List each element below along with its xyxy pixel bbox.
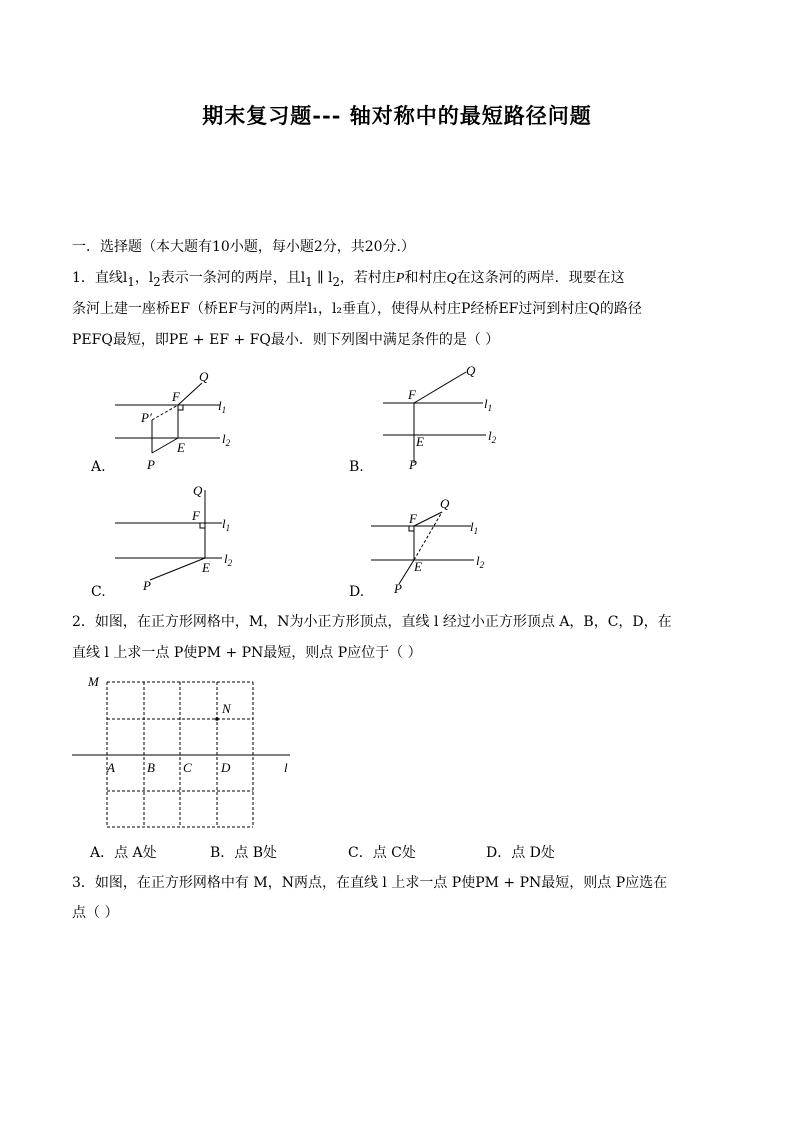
label-p: P (409, 457, 417, 472)
q3-line-2: 点（ ） (72, 905, 119, 921)
q1-figure-a (110, 368, 240, 474)
q2-choice-b[interactable]: B．点 B处 (210, 845, 278, 861)
q2-choice-d[interactable]: D．点 D处 (486, 845, 555, 861)
label-f: F (192, 508, 200, 523)
q1-line-1: 1．直线$l_1$，$l_2$表示一条河的两岸，且$l_1$ ∥ $l_2$，若村庄P和村庄Q在这条河的两岸．现要在这 (72, 270, 625, 289)
q1-figure-c (110, 482, 240, 592)
q1-figure-b (378, 363, 508, 473)
label-l2: $l_2$ (488, 428, 497, 445)
label-l2: $l_2$ (476, 553, 485, 570)
label-e: E (202, 560, 210, 575)
q2-choice-c[interactable]: C．点 C处 (348, 845, 416, 861)
label-m: M (88, 674, 99, 689)
q3-line-1: 3．如图，在正方形网格中有 M，N两点，在直线 l 上求一点 P使PM + PN最短，则点 P应选在 (72, 875, 668, 891)
label-l2: $l_2$ (222, 431, 231, 448)
label-l1: $l_1$ (218, 398, 227, 415)
label-l: l (284, 760, 288, 775)
label-q: Q (466, 363, 476, 378)
label-l1: $l_1$ (484, 396, 493, 413)
q2-choice-a[interactable]: A．点 A处 (90, 845, 157, 861)
q1-option-d[interactable]: D. (349, 584, 365, 600)
q1-option-b[interactable]: B. (349, 459, 364, 475)
q1-figure-d (366, 494, 496, 599)
page-title: 期末复习题--- 轴对称中的最短路径问题 (202, 103, 592, 128)
q2-line-1: 2．如图，在正方形网格中，M，N为小正方形顶点，直线 l 经过小正方形顶点 A，B，C，D，在 (72, 614, 672, 630)
label-e: E (414, 559, 422, 574)
label-b: B (147, 760, 155, 775)
label-l1: $l_1$ (470, 519, 479, 536)
label-p: P (394, 581, 402, 596)
q1-line-3: PEFQ最短，即PE + EF + FQ最小．则下列图中满足条件的是（ ） (72, 332, 500, 348)
label-e: E (416, 434, 424, 449)
q2-line-2: 直线 l 上求一点 P使PM + PN最短，则点 P应位于（ ） (72, 645, 422, 661)
q1-line-2: 条河上建一座桥EF（桥EF与河的两岸l₁，l₂垂直），使得从村庄P经桥EF过河到村庄Q的路径 (72, 301, 642, 317)
label-l1: $l_1$ (222, 516, 231, 533)
label-f: F (408, 387, 416, 402)
q2-grid-figure (70, 672, 300, 834)
label-e: E (177, 440, 185, 455)
q1-option-a[interactable]: A. (91, 459, 106, 475)
label-p: P (147, 457, 155, 472)
label-p: P (143, 578, 151, 592)
label-n: N (222, 701, 231, 716)
q1-option-c[interactable]: C. (91, 584, 106, 600)
label-d: D (221, 760, 231, 775)
label-f: F (409, 511, 417, 526)
label-q: Q (199, 369, 209, 384)
label-f: F (172, 389, 180, 404)
label-q: Q (193, 483, 203, 498)
label-a: A (107, 760, 115, 775)
label-p-prime: P′ (141, 410, 152, 425)
label-l2: $l_2$ (224, 551, 233, 568)
section-heading: 一．选择题（本大题有10小题，每小题2分，共20分.） (72, 239, 415, 255)
label-c: C (183, 760, 192, 775)
label-q: Q (440, 496, 450, 511)
